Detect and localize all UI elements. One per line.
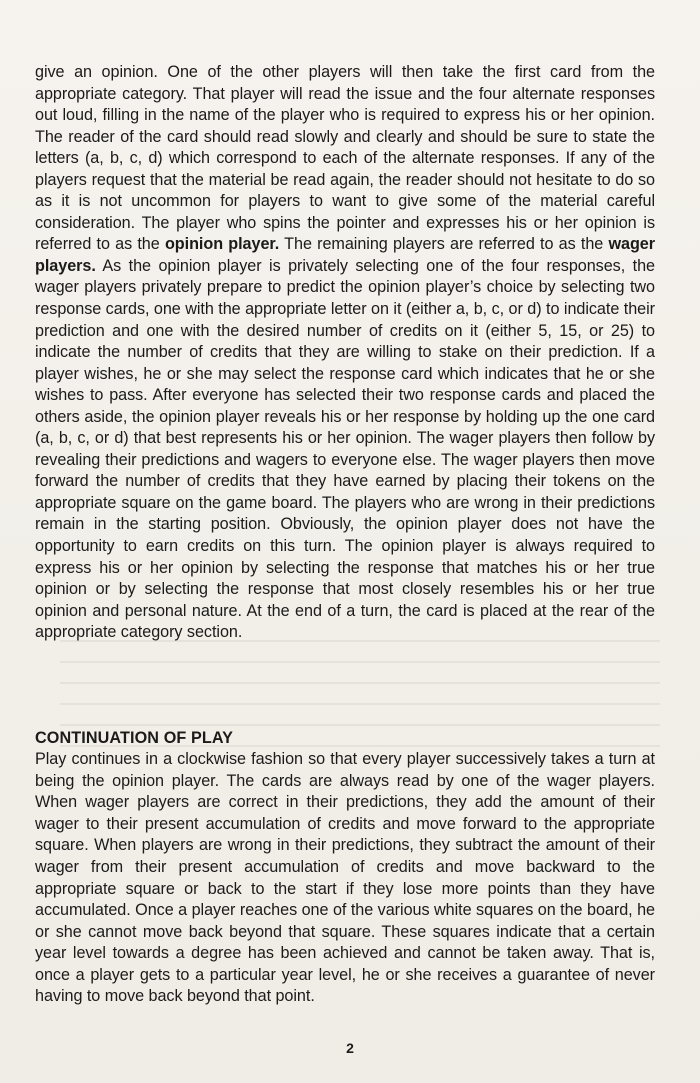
rules-text-middle: The remaining players are referred to as the	[279, 235, 609, 254]
continuation-paragraph: Play continues in a clockwise fashion so that every player successively takes a turn at being the opinion player. The cards are always read by one of the wager players. When wager players are correct in their predictions, they add the amount of their wager to their present accumulation of credits and move forward to the appropriate square. When players are wrong in their predictions, they subtract the amount of their wager from their present accumulation of credits and move backward to the appropriate square or back to the start if they lose more points than they have accumulated. Once a player reaches one of the various white squares on the board, he or she cannot move back beyond that square. These squares indicate that a certain year level towards a degree has been achieved and cannot be taken away. That is, once a player gets to a particular year level, he or she receives a guarantee of never having to move back beyond that point.	[35, 750, 655, 1006]
rules-text-opening: give an opinion. One of the other players will then take the first card from the appropriate category. That player will read the issue and the four alternate responses out loud, filling in the name of the player who is required to express his or her opinion. The reader of the card should read slowly and clearly and should be sure to state the letters (a, b, c, d) which correspond to each of the alternate responses. If any of the players request that the material be read again, the reader should not hesitate to do so as it is not uncommon for players to want to give some of the material careful consideration. The player who spins the pointer and expresses his or her opinion is referred to as the	[35, 63, 655, 254]
page-number: 2	[346, 1040, 354, 1056]
rules-text-closing: As the opinion player is privately selecting one of the four responses, the wager players privately prepare to predict the opinion player’s choice by selecting two response cards, one with the appropriate letter on it (either a, b, c, or d) to indicate their prediction and one with the desired number of credits on it (either 5, 15, or 25) to indicate the number of credits that they are willing to stake on their prediction. If a player wishes, he or she may select the response card which indicates that he or she wishes to pass. After everyone has selected their two response cards and placed the others aside, the opinion player reveals his or her response by holding up the one card (a, b, c, or d) that best represents his or her opinion. The wager players then follow by revealing their predictions and wagers to everyone else. The wager players then move forward the number of credits that they have earned by placing their tokens on the appropriate square on the game board. The players who are wrong in their predictions remain in the starting position. Obviously, the opinion player does not have the opportunity to earn credits on this turn. The opinion player is always required to express his or her opinion by selecting the response that matches his or her true opinion or by selecting the response that most closely resembles his or her true opinion and personal nature. At the end of a turn, the card is placed at the rear of the appropriate category section.	[35, 256, 655, 642]
page-content	[35, 62, 655, 1008]
term-opinion-player: opinion player.	[164, 235, 280, 254]
term-wager-players: wager players.	[35, 235, 656, 275]
rules-paragraph	[35, 62, 655, 644]
section-heading: CONTINUATION OF PLAY	[35, 728, 234, 747]
